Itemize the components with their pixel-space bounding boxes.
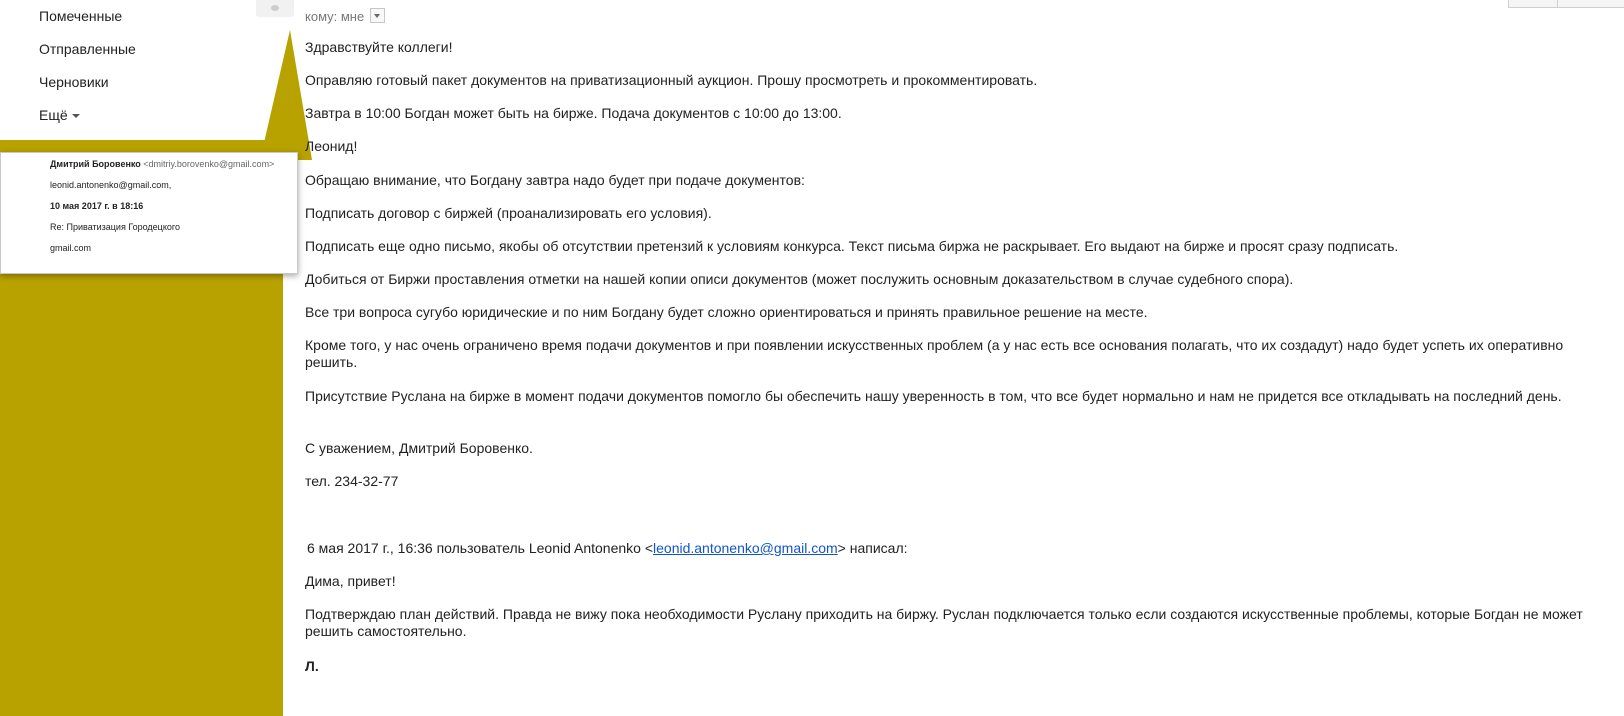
message-paragraph: Присутствие Руслана на бирже в момент подачи документов помогло бы обеспечить нашу уверенность в том, что все будет нормально и нам не придется все откладывать на последний день. (305, 388, 1562, 404)
message-paragraph: Леонид! (305, 138, 358, 154)
quoted-paragraph: Подтверждаю план действий. Правда не вижу пока необходимости Руслану приходить на биржу. Руслан подключается только если создаются искусственные проблемы, которые Богдан не может решить самостоятельно. (305, 606, 1583, 639)
sidebar-item-more[interactable] (39, 107, 80, 123)
quote-outro: > написал: (837, 540, 908, 556)
quote-header (307, 540, 908, 556)
quoted-paragraph: Дима, привет! (305, 573, 396, 589)
avatar-tab[interactable] (256, 0, 294, 17)
message-paragraph: Оправляю готовый пакет документов на приватизационный аукцион. Прошу просмотреть и прокомментировать. (305, 72, 1038, 88)
show-details-dropdown[interactable] (370, 8, 385, 23)
sidebar-item-starred[interactable]: Помеченные (39, 8, 123, 24)
chevron-down-icon (72, 114, 80, 118)
message-paragraph: Добиться от Биржи проставления отметки на нашей копии описи документов (может послужить основным доказательством в случае судебного спора). (305, 271, 1294, 287)
quote-email-link[interactable]: leonid.antonenko@gmail.com (653, 540, 838, 556)
sender-name: Дмитрий Боровенко (50, 159, 141, 169)
details-date-value (50, 201, 143, 211)
message-paragraph: Кроме того, у нас очень ограничено время подачи документов и при появлении искусственных проблем (а у нас есть все основания полагать, что их создадут) надо будет успеть их оперативно решить. (305, 337, 1564, 370)
message-paragraph: Подписать еще одно письмо, якобы об отсутствии претензий к условиям конкурса. Текст письма биржа не раскрывает. Его выдают на бирже и просят сразу подписать. (305, 238, 1399, 254)
recipient-summary-text: кому: мне (305, 9, 365, 24)
message-phone: тел. 234-32-77 (305, 473, 399, 489)
details-date-text: 10 мая 2017 г. в 18:16 (50, 201, 144, 211)
more-actions-button[interactable] (1557, 0, 1624, 8)
message-paragraph: Здравствуйте коллеги! (305, 39, 453, 55)
sidebar-item-sent[interactable]: Отправленные (39, 41, 136, 57)
recipient-summary (305, 8, 385, 24)
message-details-card (0, 152, 298, 274)
sidebar-item-more-label: Ещё (39, 107, 68, 123)
sidebar-item-drafts[interactable]: Черновики (39, 74, 109, 90)
message-paragraph: Обращаю внимание, что Богдану завтра надо будет при подаче документов: (305, 172, 805, 188)
sidebar (0, 0, 255, 140)
details-from-value (50, 159, 274, 169)
quote-intro: 6 мая 2017 г., 16:36 пользователь Leonid Antonenko < (307, 540, 654, 556)
message-paragraph: Все три вопроса сугубо юридические и по ним Богдану будет сложно ориентироваться и принять правильное решение на месте. (305, 304, 1148, 320)
reply-button[interactable] (1508, 0, 1558, 8)
avatar-icon (271, 5, 279, 11)
message-paragraph: Завтра в 10:00 Богдан может быть на бирже. Подача документов с 10:00 до 13:00. (305, 105, 842, 121)
details-to-value[interactable]: leonid.antonenko@gmail.com, (50, 180, 172, 190)
details-via-value: gmail.com (50, 243, 92, 253)
details-subject-value: Re: Приватизация Городецкого (50, 222, 180, 232)
sender-email[interactable]: <dmitriy.borovenko@gmail.com> (143, 159, 275, 169)
message-paragraph: Подписать договор с биржей (проанализировать его условия). (305, 205, 712, 221)
quoted-signature: Л. (305, 658, 319, 674)
message-signature: С уважением, Дмитрий Боровенко. (305, 440, 533, 456)
